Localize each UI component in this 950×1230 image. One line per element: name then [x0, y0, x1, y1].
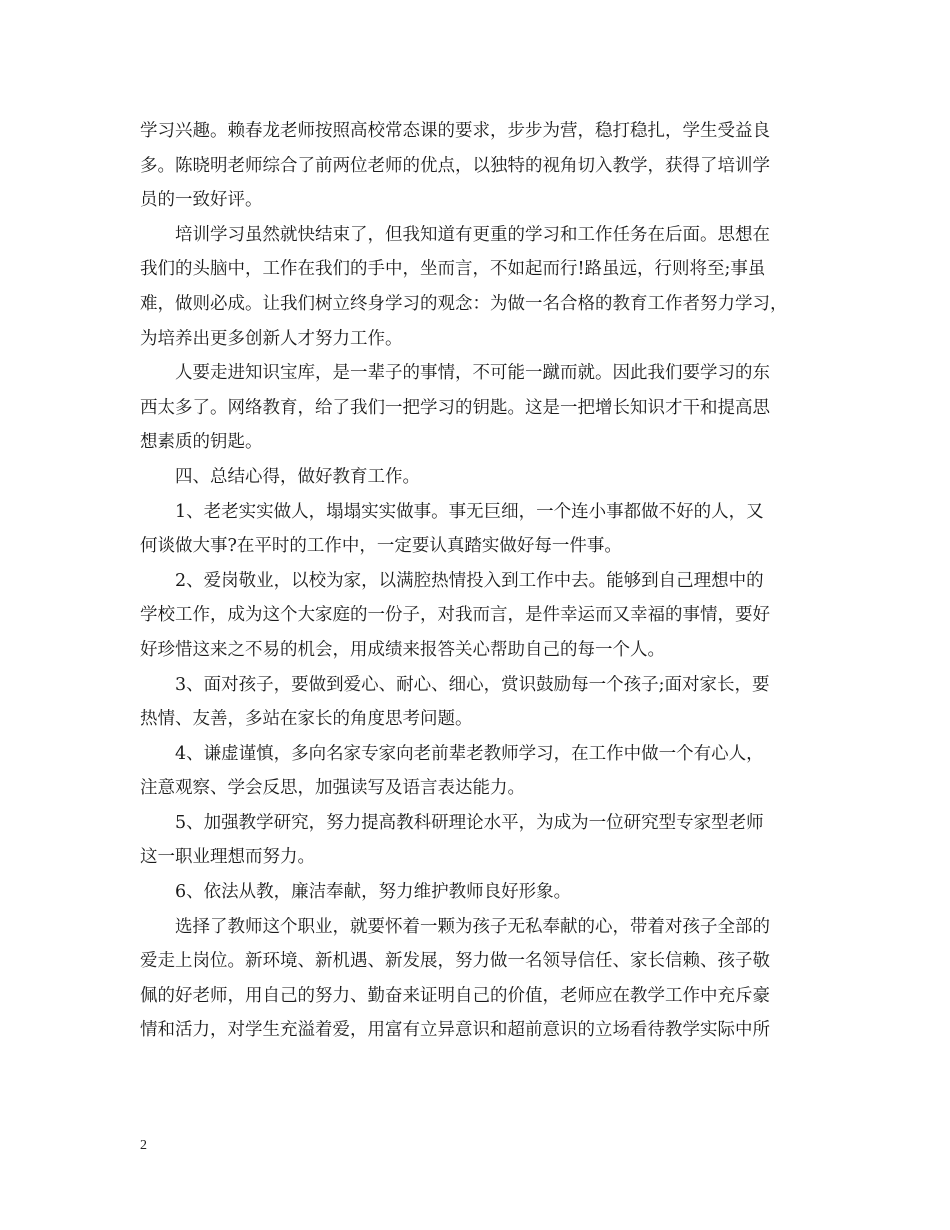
text-line: 四、总结心得，做好教育工作。: [175, 466, 420, 487]
paragraph: [140, 356, 830, 460]
text-line: 人要走进知识宝库，是一辈子的事情，不可能一蹴而就。因此我们要学习的东: [175, 363, 770, 384]
text-line: 6、依法从教，廉洁奉献，努力维护教师良好形象。: [175, 882, 572, 903]
list-item: [140, 564, 830, 668]
list-item: [140, 875, 830, 910]
text-line: 学校工作，成为这个大家庭的一份子，对我而言，是件幸运而又幸福的事情，要好: [140, 605, 770, 626]
text-line: 学习兴趣。赖春龙老师按照高校常态课的要求，步步为营，稳打稳扎，学生受益良: [140, 121, 770, 141]
text-line: 多。陈晓明老师综合了前两位老师的优点，以独特的视角切入教学，获得了培训学: [140, 155, 770, 176]
text-line: 西太多了。网络教育，给了我们一把学习的钥匙。这是一把增长知识才干和提高思: [140, 397, 770, 418]
paragraph: [140, 218, 830, 356]
text-line: 选择了教师这个职业，就要怀着一颗为孩子无私奉献的心，带着对孩子全部的: [175, 916, 770, 937]
text-line: 培训学习虽然就快结束了，但我知道有更重的学习和工作任务在后面。思想在: [175, 224, 770, 245]
text-line: 员的一致好评。: [140, 190, 263, 211]
text-line: 3、面对孩子，要做到爱心、耐心、细心，赏识鼓励每一个孩子;面对家长，要: [175, 674, 770, 695]
paragraph: [140, 910, 830, 1048]
list-item: [140, 737, 830, 806]
body-text: [140, 114, 830, 1048]
text-line: 2、爱岗敬业，以校为家，以满腔热情投入到工作中去。能够到自己理想中的: [175, 570, 764, 591]
text-line: 何谈做大事?在平时的工作中，一定要认真踏实做好每一件事。: [140, 536, 622, 557]
text-line: 5、加强教学研究，努力提高教科研理论水平，为成为一位研究型专家型老师: [175, 812, 764, 833]
text-line: 这一职业理想而努力。: [140, 847, 315, 868]
list-item: [140, 668, 830, 737]
list-item: [140, 806, 830, 875]
text-line: 4、谦虚谨慎，多向名家专家向老前辈老教师学习，在工作中做一个有心人，: [175, 743, 764, 764]
text-line: 为培养出更多创新人才努力工作。: [140, 328, 403, 349]
text-line: 难，做则必成。让我们树立终身学习的观念：为做一名合格的教育工作者努力学习，: [140, 293, 788, 314]
paragraph: [140, 114, 830, 218]
text-line: 佩的好老师，用自己的努力、勤奋来证明自己的价值，老师应在教学工作中充斥豪: [140, 985, 770, 1006]
text-line: 爱走上岗位。新环境、新机遇、新发展，努力做一名领导信任、家长信赖、孩子敬: [140, 951, 770, 972]
text-line: 想素质的钥匙。: [140, 432, 263, 453]
text-line: 我们的头脑中，工作在我们的手中，坐而言，不如起而行!路虽远，行则将至;事虽: [140, 259, 766, 280]
list-item: [140, 495, 830, 564]
section-heading: [140, 460, 830, 495]
text-line: 情和活力，对学生充溢着爱，用富有立异意识和超前意识的立场看待教学实际中所: [140, 1020, 770, 1041]
text-line: 1、老老实实做人，塌塌实实做事。事无巨细，一个连小事都做不好的人，又: [175, 501, 764, 522]
text-line: 热情、友善，多站在家长的角度思考问题。: [140, 709, 473, 730]
text-line: 好珍惜这来之不易的机会，用成绩来报答关心帮助自己的每一个人。: [140, 639, 665, 660]
page-number: 2: [140, 1138, 147, 1153]
text-line: 注意观察、学会反思，加强读写及语言表达能力。: [140, 778, 525, 799]
